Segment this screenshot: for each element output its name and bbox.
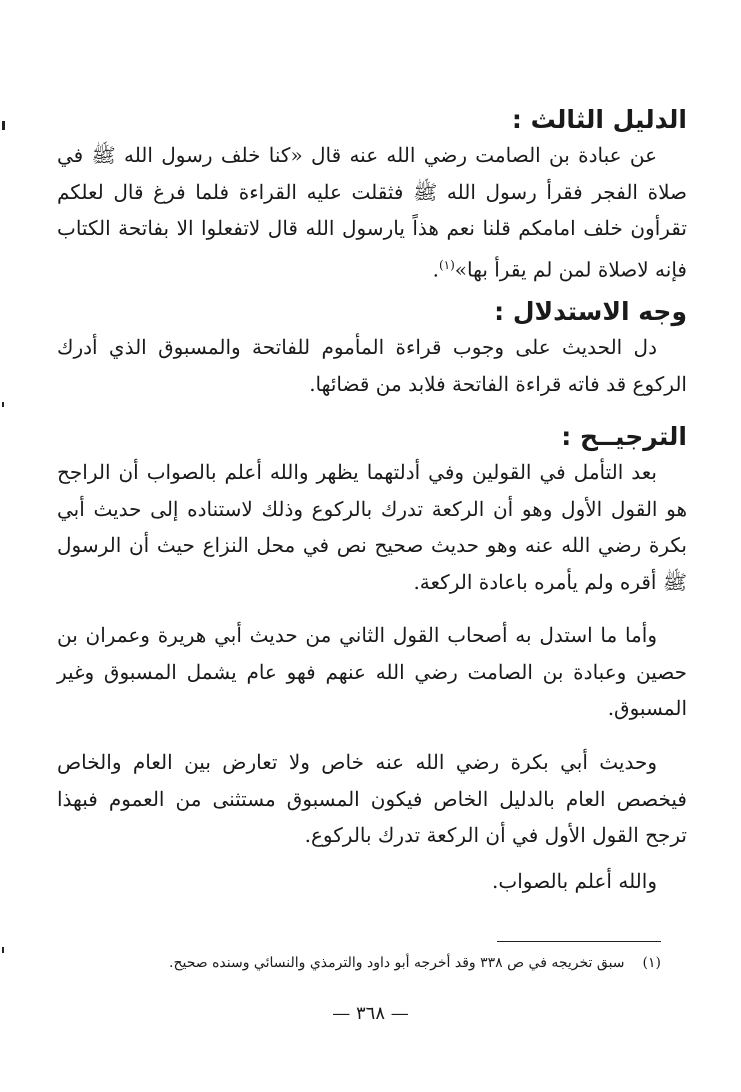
section-second-view [57, 617, 687, 727]
section-heading: الدليل الثالث : [511, 105, 687, 134]
second-view-text: وأما ما استدل به أصحاب القول الثاني من حديث أبي هريرة وعمران بن حصين وعبادة بن الصامت رضي الله عنهم فهو عام يشمل المسبوق وغير المسبوق. [57, 623, 687, 720]
footnote-divider [497, 941, 661, 942]
preference-text: بعد التأمل في القولين وفي أدلتهما يظهر والله أعلم بالصواب أن الراجح هو القول الأول وهو أن الركعة تدرك بالركوع وذلك لاستناده إلى حديث أبي بكرة رضي الله عنه وهو حديث صحيح نص في محل النزاع حيث أن الرسول ﷺ أقره ولم يأمره باعادة الركعة. [57, 460, 687, 594]
section-inference [57, 295, 687, 402]
section-third-evidence [57, 103, 687, 288]
footnote-number: (١) [642, 955, 661, 971]
footnote-ref[interactable]: (١) [438, 257, 455, 272]
footnote [61, 952, 661, 974]
hadith-end: . [432, 257, 439, 282]
closing-text: والله أعلم بالصواب. [492, 869, 657, 893]
section-closing [57, 863, 687, 900]
page-number: — ٣٦٨ — [332, 1003, 409, 1024]
section-heading: وجه الاستدلال : [494, 297, 687, 326]
hadith-body: عن عبادة بن الصامت رضي الله عنه قال «كنا خلف رسول الله ﷺ في صلاة الفجر فقرأ رسول الله ﷺ فثقلت عليه القراءة فلما فرغ قال لعلكم تقرأون خلف امامكم قلنا نعم هذاً يارسول الله قال لاتفعلوا الا بفاتحة الكتاب فإنه لاصلاة لمن لم يقرأ بها» [57, 143, 687, 282]
margin-mark [2, 947, 4, 953]
margin-mark [2, 402, 4, 407]
section-preference [57, 420, 687, 600]
inference-text: دل الحديث على وجوب قراءة المأموم للفاتحة والمسبوق الذي أدرك الركوع قد فاته قراءة الفاتحة فلابد من قضائها. [57, 335, 687, 396]
abu-bakra-text: وحديث أبي بكرة رضي الله عنه خاص ولا تعارض بين العام والخاص فيخصص العام بالدليل الخاص فيكون المسبوق مستثنى من العموم فبهذا ترجح القول الأول في أن الركعة تدرك بالركوع. [57, 750, 687, 847]
section-abu-bakra [57, 744, 687, 854]
section-heading: الترجيــح : [561, 422, 687, 451]
margin-mark [2, 121, 5, 130]
footnote-text: سبق تخريجه في ص ٣٣٨ وقد أخرجه أبو داود والترمذي والنسائي وسنده صحيح. [169, 955, 625, 971]
hadith-text [57, 137, 687, 288]
